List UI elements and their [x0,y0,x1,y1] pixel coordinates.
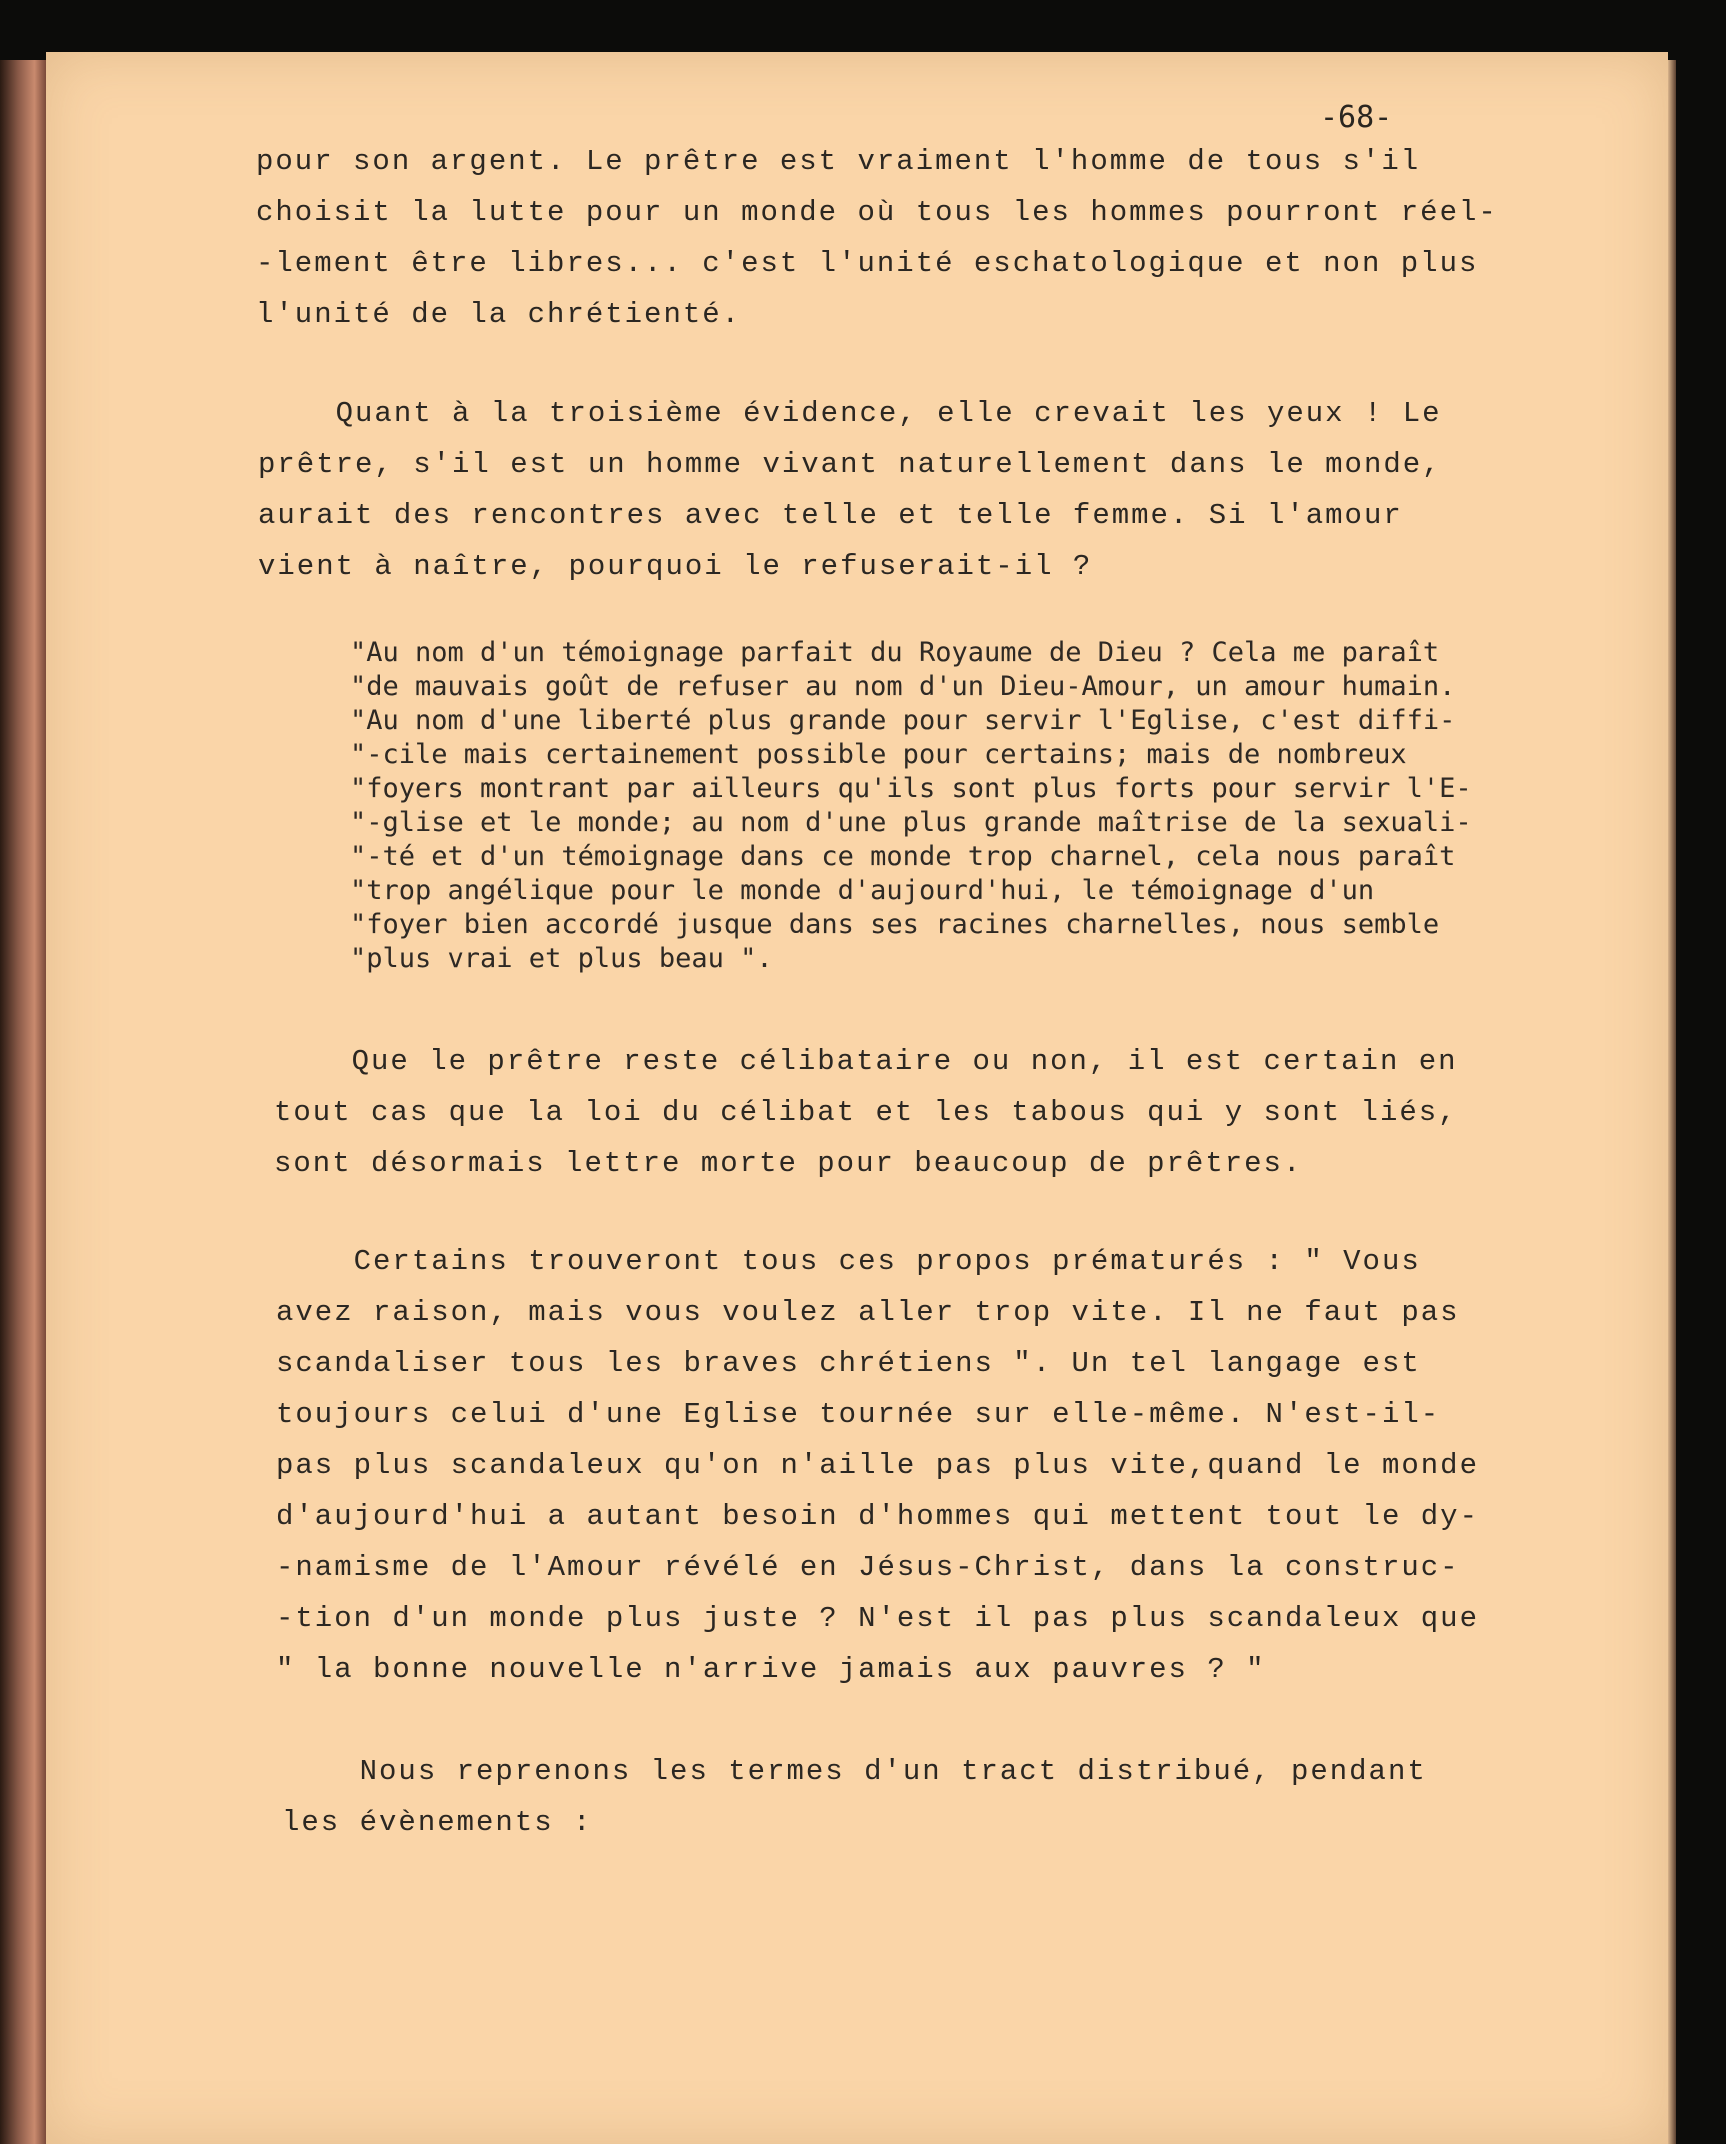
paragraph-3 [274,1036,1458,1189]
text-line: pour son argent. Le prêtre est vraiment l'homme de tous s'il [256,145,1421,178]
quote-line: "de mauvais goût de refuser au nom d'un Dieu-Amour, un amour humain. [350,671,1456,702]
text-line: vient à naître, pourquoi le refuserait-il ? [258,550,1093,583]
text-line: prêtre, s'il est un homme vivant naturellement dans le monde, [258,448,1442,481]
text-line: pas plus scandaleux qu'on n'aille pas plus vite,quand le monde [276,1449,1479,1482]
text-line: -tion d'un monde plus juste ? N'est il pas plus scandaleux que [276,1602,1479,1635]
text-line: -lement être libres... c'est l'unité eschatologique et non plus [256,247,1479,280]
left-page-edge [0,60,46,2144]
text-line: Que le prêtre reste célibataire ou non, il est certain en [274,1045,1458,1078]
text-line: choisit la lutte pour un monde où tous les hommes pourront réel- [256,196,1498,229]
paragraph-1 [256,136,1498,340]
quote-line: "foyers montrant par ailleurs qu'ils sont plus forts pour servir l'E- [350,773,1472,804]
quote-line: "foyer bien accordé jusque dans ses racines charnelles, nous semble [350,909,1440,940]
text-line: avez raison, mais vous voulez aller trop vite. Il ne faut pas [276,1296,1460,1329]
page-number: -68- [1320,100,1393,135]
paragraph-4 [276,1236,1479,1695]
quote-line: "plus vrai et plus beau ". [350,943,773,974]
text-line: l'unité de la chrétienté. [256,298,742,331]
text-line: tout cas que la loi du célibat et les tabous qui y sont liés, [274,1096,1458,1129]
text-line: -namisme de l'Amour révélé en Jésus-Christ, dans la construc- [276,1551,1460,1584]
text-line: Certains trouveront tous ces propos prématurés : " Vous [276,1245,1421,1278]
quote-line: "-glise et le monde; au nom d'une plus grande maîtrise de la sexuali- [350,807,1472,838]
paragraph-5 [282,1746,1427,1848]
paragraph-2 [258,388,1442,592]
text-line: Quant à la troisième évidence, elle crevait les yeux ! Le [258,397,1442,430]
text-line: scandaliser tous les braves chrétiens ". Un tel langage est [276,1347,1421,1380]
quote-line: "trop angélique pour le monde d'aujourd'hui, le témoignage d'un [350,875,1375,906]
quote-line: "Au nom d'un témoignage parfait du Royaume de Dieu ? Cela me paraît [350,637,1440,668]
block-quote [350,636,1472,976]
text-line: d'aujourd'hui a autant besoin d'hommes qui mettent tout le dy- [276,1500,1479,1533]
text-line: " la bonne nouvelle n'arrive jamais aux pauvres ? " [276,1653,1266,1686]
page-right-edge [1668,60,1676,2144]
text-line: les évènements : [282,1806,593,1839]
text-line: toujours celui d'une Eglise tournée sur elle-même. N'est-il- [276,1398,1441,1431]
quote-line: "-cile mais certainement possible pour certains; mais de nombreux [350,739,1407,770]
quote-line: "Au nom d'une liberté plus grande pour servir l'Eglise, c'est diffi- [350,705,1456,736]
text-line: sont désormais lettre morte pour beaucoup de prêtres. [274,1147,1303,1180]
quote-line: "-té et d'un témoignage dans ce monde trop charnel, cela nous paraît [350,841,1456,872]
text-line: aurait des rencontres avec telle et telle femme. Si l'amour [258,499,1403,532]
text-line: Nous reprenons les termes d'un tract distribué, pendant [282,1755,1427,1788]
